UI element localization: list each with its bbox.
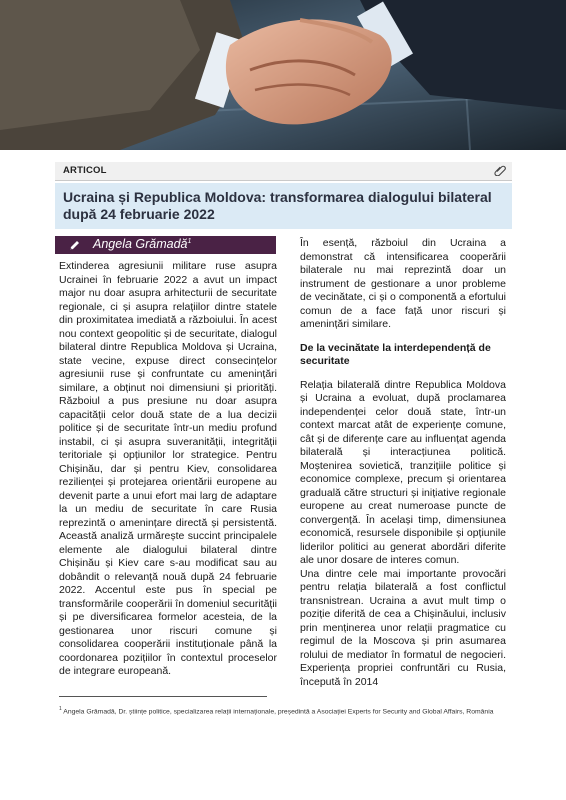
footnote-number: 1 xyxy=(59,706,62,712)
left-column xyxy=(59,260,277,679)
section-header-bar xyxy=(55,162,512,181)
header-photo-handshake xyxy=(0,0,566,150)
author-name: Angela Grămadă$^1$ xyxy=(93,237,192,251)
section-label: ARTICOL xyxy=(63,165,107,176)
footnote-text: Angela Grămadă, Dr. științe politice, specializarea relații internaționale, președintă a Asociației Experts for Security and Global Affairs, România xyxy=(63,708,494,716)
right-paragraph-3: Una dintre cele mai importante provocări pentru relația bilaterală a fost conflictul transnistrean. Ucraina a avut mult timp o poziție diferită de cea a Chișinăului, inclusiv prin menținerea unor relații pragmatice cu regimul de la Moscova și prin asumarea rolului de mediator în formatul de negocieri. Experiența propriei confruntări cu Rusia, începută în 2014 xyxy=(300,567,506,688)
right-paragraph-2: Relația bilaterală dintre Republica Moldova și Ucraina a evoluat, după proclamarea independenței celor două state, într-un context marcat atât de experiențe comune, cât și de diferențe care au influențat agenda bilaterală și interacțiunea politică. Moștenirea sovietică, tranzițiile politice și economice complexe, precum și orientarea graduală către structuri și inițiative regionale europene au creat numeroase puncte de convergență. În același timp, dimensiunea economică, resursele disponibile și opțiunile liderilor politici au generat abordări diferite ale unor dosare de interes comun. xyxy=(300,378,506,566)
footnote-ref: 1 xyxy=(187,237,192,245)
article-title: Ucraina și Republica Moldova: transformarea dialogului bilateral după 24 februarie 2022 xyxy=(63,189,492,222)
footnote-divider xyxy=(59,696,267,697)
handshake-image xyxy=(0,0,566,150)
intro-paragraph: Extinderea agresiunii militare ruse asupra Ucrainei în februarie 2022 a avut un impact major nu doar asupra arhitecturii de securitate regionale, ci și asupra relațiilor dintre statele din proximitatea imediată a războiului. În acest nou context geopolitic și de securitate, dialogul bilateral dintre Republica Moldova și Ucraina, state vecine, expuse direct consecințelor agresiunii ruse și confruntate cu amenințări similare, a obținut noi dimensiuni și priorități. Războiul a pus presiune nu doar asupra capacității celor două state de a lua decizii politice și de securitate într-un mediu profund instabil, ci și asupra suveranității, integrității teritoriale și opțiunilor lor strategice. Pentru Chișinău, dar și pentru Kiev, consolidarea rezilienței și protejarea orientării europene au devenit parte a unui efort mai larg de adaptare la un mediu de securitate în care Rusia reprezintă o amenințare directă și persistentă. Această analiză urmărește succint principalele elemente ale dialogului bilateral dintre Chișinău și Kiev care s-au modificat sau au dobândit o relevanță nouă după 24 februarie 2022. Accentul este pus în special pe transformările cooperării în domeniul securității și pe diversificarea formelor acesteia, de la gestionarea unor riscuri comune și consolidarea cooperării instituționale până la coordonarea pozițiilor în contextul proceselor de integrare europeană. xyxy=(59,260,277,677)
right-column xyxy=(300,237,506,689)
section-subheading: De la vecinătate la interdependență de securitate xyxy=(300,341,491,367)
author-bar xyxy=(55,236,276,254)
right-paragraph-1: În esență, războiul din Ucraina a demonstrat că intensificarea cooperării bilaterale nu mai reprezintă doar un instrument de gestionare a unor probleme de vecinătate, ci și o componentă a efortului comun de a face față unor riscuri și amenințări similare. xyxy=(300,237,506,330)
title-band xyxy=(55,183,512,229)
footnote xyxy=(59,705,499,716)
pen-icon xyxy=(69,240,80,251)
paperclip-icon xyxy=(494,164,506,176)
